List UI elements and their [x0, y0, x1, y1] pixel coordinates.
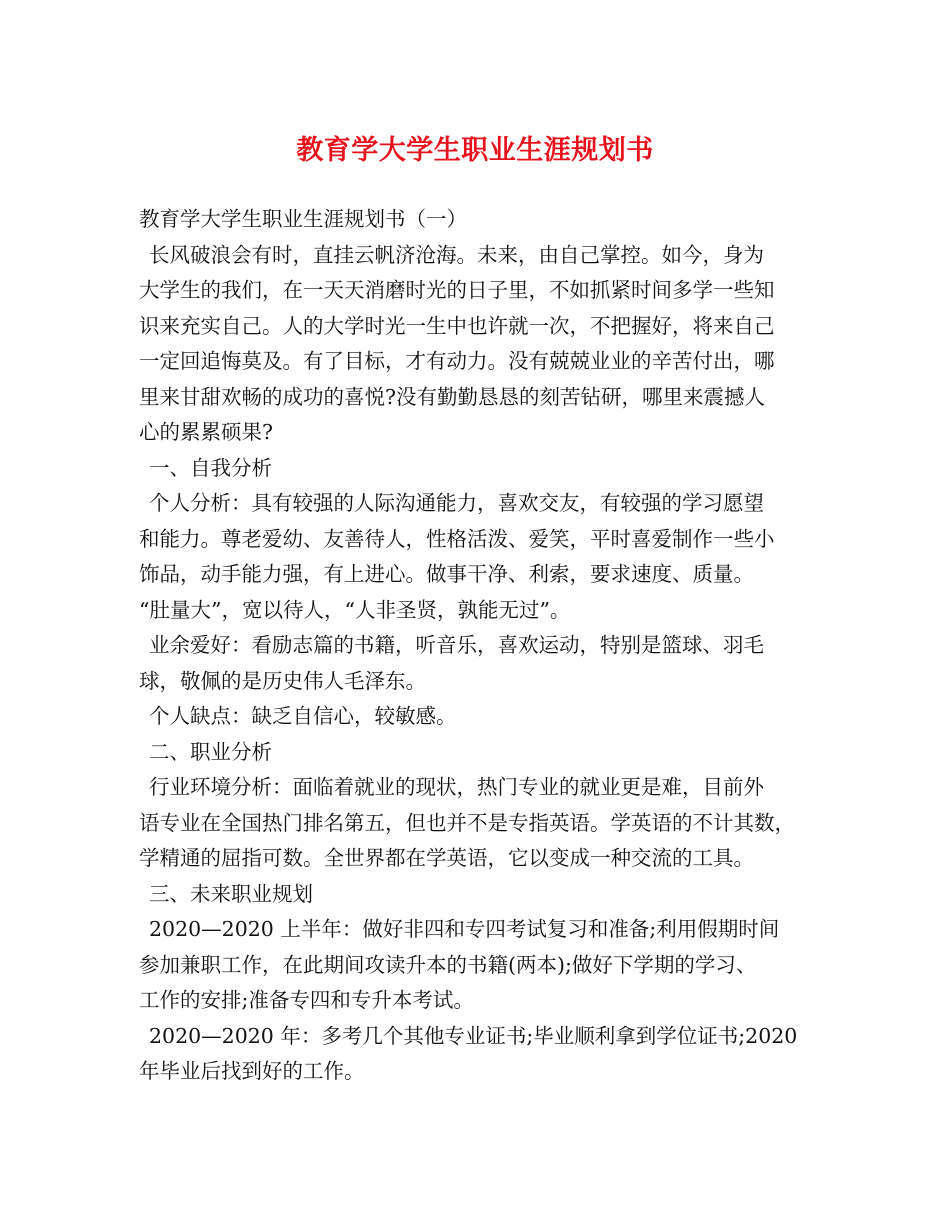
paragraph-line: 大学生的我们，在一天天消磨时光的日子里，不如抓紧时间多学一些知	[139, 278, 775, 302]
section-heading: 二、职业分析	[149, 739, 272, 764]
paragraph-line: “肚量大”，宽以待人，“人非圣贤，孰能无过”。	[139, 597, 571, 622]
paragraph-line: 长风破浪会有时，直挂云帆济沧海。未来，由自己掌控。如今，身为	[149, 242, 764, 267]
section-heading: 三、未来职业规划	[149, 881, 313, 906]
paragraph-line: 参加兼职工作，在此期间攻读升本的书籍(两本);做好下学期的学习、	[139, 952, 757, 977]
paragraph-line: 个人缺点：缺乏自信心，较敏感。	[149, 704, 457, 728]
paragraph-line: 球，敬佩的是历史伟人毛泽东。	[139, 668, 426, 693]
paragraph-line: 2020—2020 上半年：做好非四和专四考试复习和准备;利用假期时间	[149, 917, 780, 941]
paragraph-line: 2020—2020 年：多考几个其他专业证书;毕业顺利拿到学位证书;2020	[149, 1023, 798, 1048]
paragraph-line: 饰品，动手能力强，有上进心。做事干净、利索，要求速度、质量。	[139, 562, 754, 586]
section-heading: 一、自我分析	[149, 455, 272, 480]
paragraph-line: 行业环境分析：面临着就业的现状，热门专业的就业更是难，目前外	[149, 775, 764, 799]
paragraph-line: 一定回追悔莫及。有了目标，才有动力。没有兢兢业业的辛苦付出，哪	[139, 349, 775, 373]
paragraph-line: 语专业在全国热门排名第五，但也并不是专指英语。学英语的不计其数，	[139, 810, 795, 835]
document-title: 教育学大学生职业生涯规划书	[296, 135, 654, 166]
subtitle-line: 教育学大学生职业生涯规划书（一）	[139, 207, 467, 231]
paragraph-line: 个人分析：具有较强的人际沟通能力，喜欢交友，有较强的学习愿望	[149, 491, 764, 515]
paragraph-line: 学精通的屈指可数。全世界都在学英语，它以变成一种交流的工具。	[139, 846, 754, 870]
paragraph-line: 识来充实自己。人的大学时光一生中也许就一次，不把握好，将来自己	[139, 313, 775, 338]
paragraph-line: 年毕业后找到好的工作。	[139, 1059, 365, 1083]
paragraph-line: 和能力。尊老爱幼、友善待人，性格活泼、爱笑，平时喜爱制作一些小	[139, 526, 775, 551]
document-body	[139, 202, 819, 1090]
paragraph-line: 里来甘甜欢畅的成功的喜悦?没有勤勤恳恳的刻苦钻研，哪里来震撼人	[139, 384, 765, 409]
paragraph-line: 心的累累硕果?	[139, 420, 273, 444]
paragraph-line: 业余爱好：看励志篇的书籍，听音乐，喜欢运动，特别是篮球、羽毛	[149, 633, 764, 657]
paragraph-line: 工作的安排;准备专四和专升本考试。	[139, 988, 474, 1012]
